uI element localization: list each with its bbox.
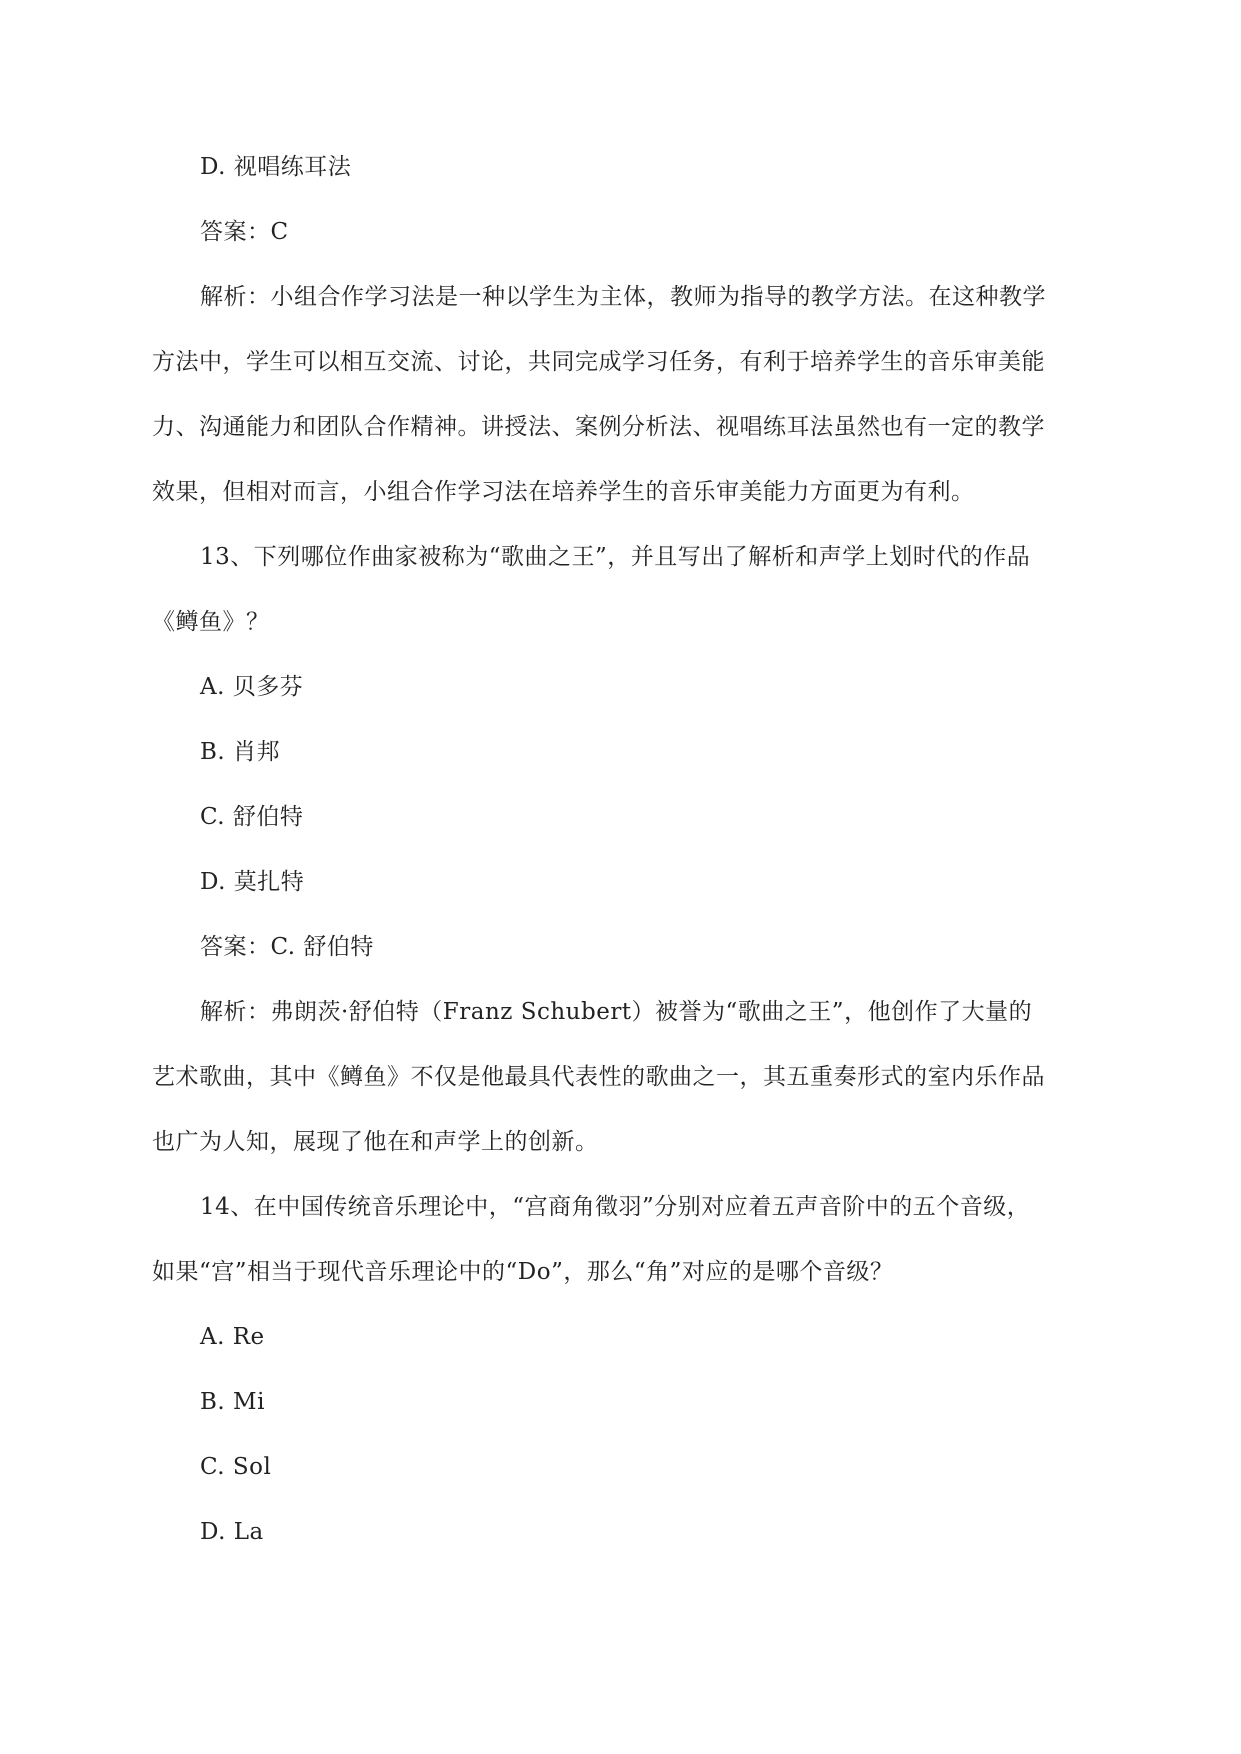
q13-analysis-line-3: 也广为人知，展现了他在和声学上的创新。 — [152, 1129, 599, 1155]
q13-option-d: D. 莫扎特 — [200, 869, 305, 895]
q12-analysis-line-2: 方法中，学生可以相互交流、讨论，共同完成学习任务，有利于培养学生的音乐审美能 — [152, 349, 1045, 375]
q14-option-b: B. Mi — [200, 1389, 265, 1415]
q12-option-d: D. 视唱练耳法 — [200, 154, 352, 180]
q13-option-a: A. 贝多芬 — [200, 674, 304, 700]
q14-option-d: D. La — [200, 1519, 264, 1545]
q14-question-line-1: 14、在中国传统音乐理论中，“宫商角徵羽”分别对应着五声音阶中的五个音级， — [200, 1194, 1031, 1220]
q13-answer: 答案：C. 舒伯特 — [200, 934, 374, 960]
q12-analysis-line-3: 力、沟通能力和团队合作精神。讲授法、案例分析法、视唱练耳法虽然也有一定的教学 — [152, 414, 1045, 440]
q13-option-b: B. 肖邦 — [200, 739, 281, 765]
q13-question-line-1: 13、下列哪位作曲家被称为“歌曲之王”，并且写出了解析和声学上划时代的作品 — [200, 544, 1031, 570]
q13-analysis-line-2: 艺术歌曲，其中《鳟鱼》不仅是他最具代表性的歌曲之一，其五重奏形式的室内乐作品 — [152, 1064, 1045, 1090]
q14-option-c: C. Sol — [200, 1454, 272, 1480]
q12-analysis-line-1: 解析：小组合作学习法是一种以学生为主体，教师为指导的教学方法。在这种教学 — [200, 284, 1046, 310]
q13-option-c: C. 舒伯特 — [200, 804, 304, 830]
q14-option-a: A. Re — [200, 1324, 265, 1350]
q14-question-line-2: 如果“宫”相当于现代音乐理论中的“Do”，那么“角”对应的是哪个音级？ — [152, 1259, 894, 1285]
q12-analysis-line-4: 效果，但相对而言，小组合作学习法在培养学生的音乐审美能力方面更为有利。 — [152, 479, 975, 505]
q12-answer: 答案：C — [200, 219, 289, 245]
q13-question-line-2: 《鳟鱼》？ — [152, 609, 270, 635]
q13-analysis-line-1: 解析：弗朗茨·舒伯特（Franz Schubert）被誉为“歌曲之王”，他创作了大量的 — [200, 999, 1033, 1025]
